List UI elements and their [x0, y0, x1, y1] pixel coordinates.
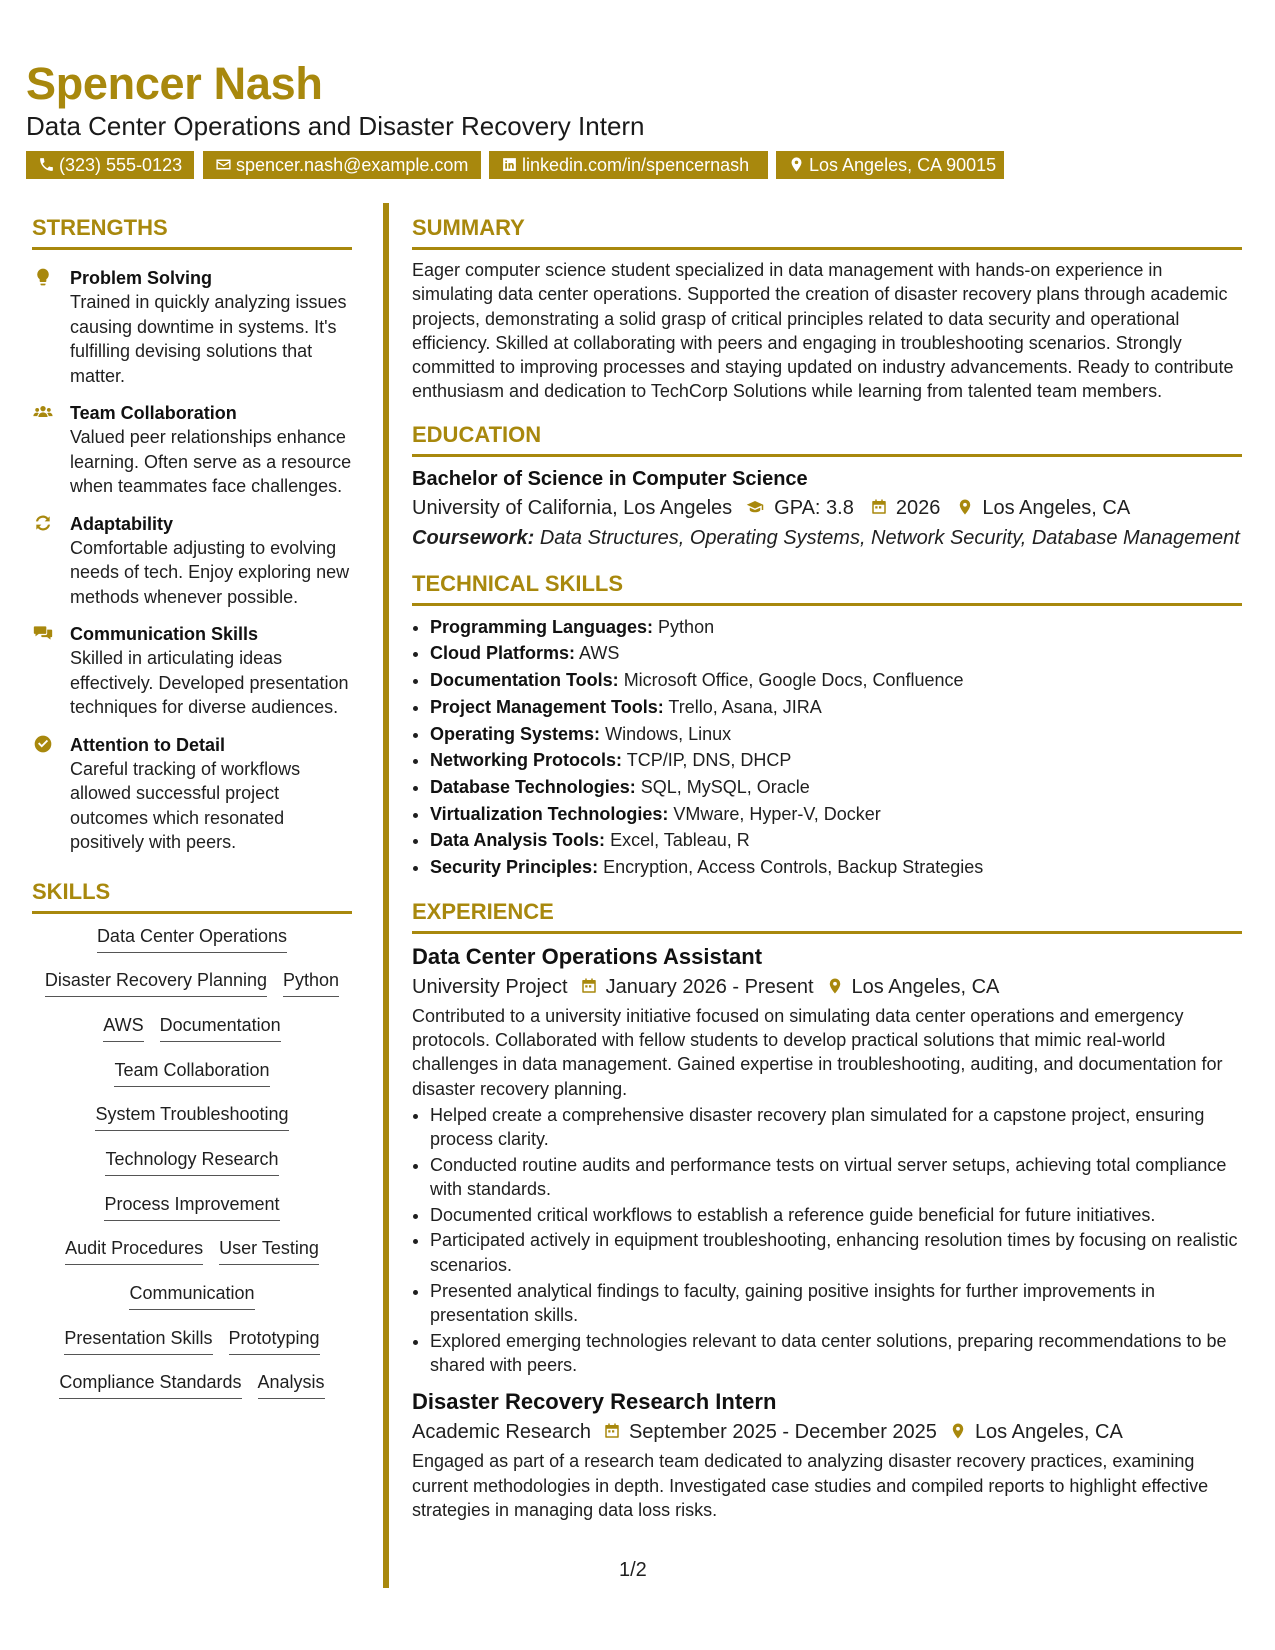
calendar-icon: [580, 977, 598, 995]
contact-location: [776, 151, 1004, 179]
strength-item: [32, 512, 352, 610]
skill-tag: Analysis: [258, 1370, 325, 1399]
skill-tag: Technology Research: [105, 1147, 278, 1176]
job-meta: [412, 1417, 1242, 1447]
coursework: [412, 523, 1242, 553]
phone-icon: [38, 156, 55, 173]
strength-item: [32, 401, 352, 499]
strength-desc: Valued peer relationships enhance learning. Often serve as a resource when teammates face challenges.: [70, 427, 352, 496]
job-entry: [412, 1387, 1242, 1522]
tech-value: SQL, MySQL, Oracle: [640, 777, 810, 797]
tech-value: Microsoft Office, Google Docs, Confluence: [623, 670, 964, 691]
skill-tag: Data Center Operations: [97, 924, 287, 953]
list-item: • Documented critical workflows to establish a reference guide beneficial for future initiatives.: [430, 1203, 1242, 1227]
skill-tag: Disaster Recovery Planning: [45, 968, 267, 997]
skill-tag: Communication: [129, 1281, 254, 1310]
degree-title: Bachelor of Science in Computer Science: [412, 467, 808, 490]
skill-tag: Documentation: [160, 1013, 281, 1042]
strength-item: [32, 733, 352, 855]
contact-linkedin-text: linkedin.com/in/spencernash: [522, 155, 750, 175]
calendar-icon: [603, 1422, 621, 1440]
strength-title: Problem Solving: [70, 268, 213, 288]
list-item: [430, 801, 1242, 828]
list-item: • Participated actively in equipment troubleshooting, enhancing resolution times by focusing on realistic scenarios.: [430, 1228, 1242, 1277]
strengths-heading: STRENGTHS: [32, 215, 352, 250]
map-pin-icon: [826, 977, 844, 995]
summary-heading: SUMMARY: [412, 215, 1242, 250]
job-title: Disaster Recovery Research Intern: [412, 1389, 777, 1415]
refresh-icon: [32, 513, 54, 533]
experience-heading: EXPERIENCE: [412, 899, 1242, 934]
tech-label: Virtualization Technologies:: [430, 803, 669, 824]
skill-tag: Compliance Standards: [59, 1370, 241, 1399]
envelope-icon: [215, 156, 232, 173]
tech-value: Encryption, Access Controls, Backup Strategies: [603, 857, 984, 878]
list-item: [430, 640, 1242, 667]
skill-tag: Team Collaboration: [114, 1058, 269, 1087]
school-location: Los Angeles, CA: [982, 496, 1131, 519]
left-column: [32, 215, 352, 1415]
education-meta: [412, 493, 1242, 523]
list-item: • Explored emerging technologies relevant to data center solutions, preparing recommendations to be shared with peers.: [430, 1329, 1242, 1378]
list-item: • Presented analytical findings to faculty, gaining positive insights for further improvements in presentation skills.: [430, 1279, 1242, 1328]
tech-label: Project Management Tools:: [430, 696, 664, 717]
job-description: Contributed to a university initiative focused on simulating data center operations and emergency protocols. Collaborated with fellow students to develop practical solutions that mimic real-world challenges in data management. Gained expertise in troubleshooting, auditing, and documentation for disaster recovery planning.: [412, 1005, 1223, 1099]
list-item: [430, 774, 1242, 801]
job-location: Los Angeles, CA: [851, 975, 1000, 998]
tech-label: Documentation Tools:: [430, 670, 619, 691]
tech-label: Security Principles:: [430, 857, 599, 878]
list-item: [430, 854, 1242, 881]
skill-tag: Process Improvement: [104, 1192, 279, 1221]
coursework-list: Data Structures, Operating Systems, Network Security, Database Management: [539, 526, 1240, 549]
tech-value: Windows, Linux: [605, 723, 732, 744]
summary-text: Eager computer science student specialized in data management with hands-on experience in simulating data center operations. Supported the creation of disaster recovery plans through academic projects, demonstrating a solid grasp of critical principles related to data security and operational efficiency. Skilled at collaborating with peers and engaging in troubleshooting scenarios. Strongly committed to improving processes and staying updated on industry advancements. Ready to contribute enthusiasm and dedication to TechCorp Solutions while learning from talented team members.: [412, 260, 1234, 402]
tech-label: Programming Languages:: [430, 616, 654, 637]
technical-skills-heading: TECHNICAL SKILLS: [412, 571, 1242, 606]
lightbulb-icon: [32, 267, 54, 287]
list-item: [430, 827, 1242, 854]
job-meta: [412, 972, 1242, 1002]
school-name: University of California, Los Angeles: [412, 496, 733, 519]
contact-email-text: spencer.nash@example.com: [236, 155, 469, 175]
tech-label: Database Technologies:: [430, 777, 636, 797]
strength-item: [32, 622, 352, 720]
strength-item: [32, 266, 352, 388]
tech-value: Trello, Asana, JIRA: [668, 696, 822, 717]
strength-title: Adaptability: [70, 513, 174, 534]
tech-value: VMware, Hyper-V, Docker: [673, 803, 881, 824]
tech-value: TCP/IP, DNS, DHCP: [626, 750, 792, 771]
tech-label: Networking Protocols:: [430, 750, 623, 771]
users-icon: [32, 402, 54, 422]
map-pin-icon: [956, 498, 974, 516]
technical-skills-list: [412, 614, 1242, 881]
coursework-label: Coursework:: [412, 526, 535, 549]
calendar-icon: [870, 498, 888, 516]
list-item: [430, 694, 1242, 721]
graduation-cap-icon: [744, 498, 766, 516]
candidate-title: Data Center Operations and Disaster Recovery Intern: [26, 111, 645, 141]
chat-icon: [32, 623, 54, 643]
job-description: Engaged as part of a research team dedicated to analyzing disaster recovery practices, examining current methodologies in depth. Investigated case studies and compiled reports to highlight effective strategies in managing data loss risks.: [412, 1451, 1209, 1520]
education-heading: EDUCATION: [412, 422, 1242, 457]
strength-title: Attention to Detail: [70, 734, 225, 755]
list-item: • Conducted routine audits and performance tests on virtual server setups, achieving total compliance with standards.: [430, 1153, 1242, 1202]
skill-tag: Audit Procedures: [65, 1236, 203, 1265]
column-divider: [383, 203, 389, 1588]
check-circle-icon: [32, 734, 54, 754]
strength-desc: Trained in quickly analyzing issues causing downtime in systems. It's fulfilling devising solutions that matter.: [70, 292, 347, 386]
tech-label: Cloud Platforms:: [430, 643, 576, 664]
tech-label: Operating Systems:: [430, 723, 601, 744]
contact-email[interactable]: [203, 151, 481, 179]
contact-linkedin[interactable]: [489, 151, 768, 179]
contact-phone-text: (323) 555-0123: [59, 155, 183, 175]
gpa: GPA: 3.8: [774, 496, 854, 519]
linkedin-icon: [501, 156, 518, 173]
job-dates: September 2025 - December 2025: [628, 1421, 937, 1444]
job-org: University Project: [412, 975, 568, 998]
job-location: Los Angeles, CA: [974, 1421, 1123, 1444]
page-number: 1/2: [619, 1559, 647, 1581]
tech-value: Python: [658, 616, 715, 637]
map-pin-icon: [949, 1422, 967, 1440]
skill-tag: Python: [283, 968, 339, 997]
job-title: Data Center Operations Assistant: [412, 943, 763, 969]
tech-value: Excel, Tableau, R: [610, 830, 750, 851]
graduation-year: 2026: [895, 496, 941, 519]
skill-tag: Prototyping: [229, 1326, 320, 1355]
right-column: [412, 215, 1242, 1522]
skills-list: [32, 924, 352, 1416]
list-item: • Helped create a comprehensive disaster recovery plan simulated for a capstone project, ensuring process clarity.: [430, 1103, 1242, 1152]
skills-heading: SKILLS: [32, 879, 352, 914]
list-item: [430, 614, 1242, 641]
list-item: [430, 747, 1242, 774]
strength-desc: Comfortable adjusting to evolving needs of tech. Enjoy exploring new methods whenever possible.: [70, 537, 350, 607]
strength-title: Communication Skills: [70, 624, 259, 644]
strength-desc: Careful tracking of workflows allowed successful project outcomes which resonated positively with peers.: [70, 758, 301, 852]
skill-tag: Presentation Skills: [64, 1326, 212, 1355]
contact-location-text: Los Angeles, CA 90015: [809, 155, 997, 175]
skill-tag: User Testing: [219, 1236, 319, 1265]
list-item: [430, 721, 1242, 748]
job-dates: January 2026 - Present: [605, 975, 814, 998]
list-item: [430, 667, 1242, 694]
tech-label: Data Analysis Tools:: [430, 830, 606, 851]
job-entry: [412, 942, 1242, 1377]
job-bullets: [412, 1103, 1242, 1378]
job-org: Academic Research: [412, 1421, 591, 1444]
strength-desc: Skilled in articulating ideas effectively. Developed presentation techniques for diverse audiences.: [70, 648, 349, 717]
strength-title: Team Collaboration: [70, 403, 237, 423]
skill-tag: AWS: [103, 1013, 143, 1042]
skill-tag: System Troubleshooting: [95, 1102, 288, 1131]
candidate-name: Spencer Nash: [26, 58, 323, 109]
tech-value: AWS: [579, 643, 620, 664]
map-pin-icon: [788, 156, 805, 173]
contact-phone[interactable]: [26, 151, 194, 179]
